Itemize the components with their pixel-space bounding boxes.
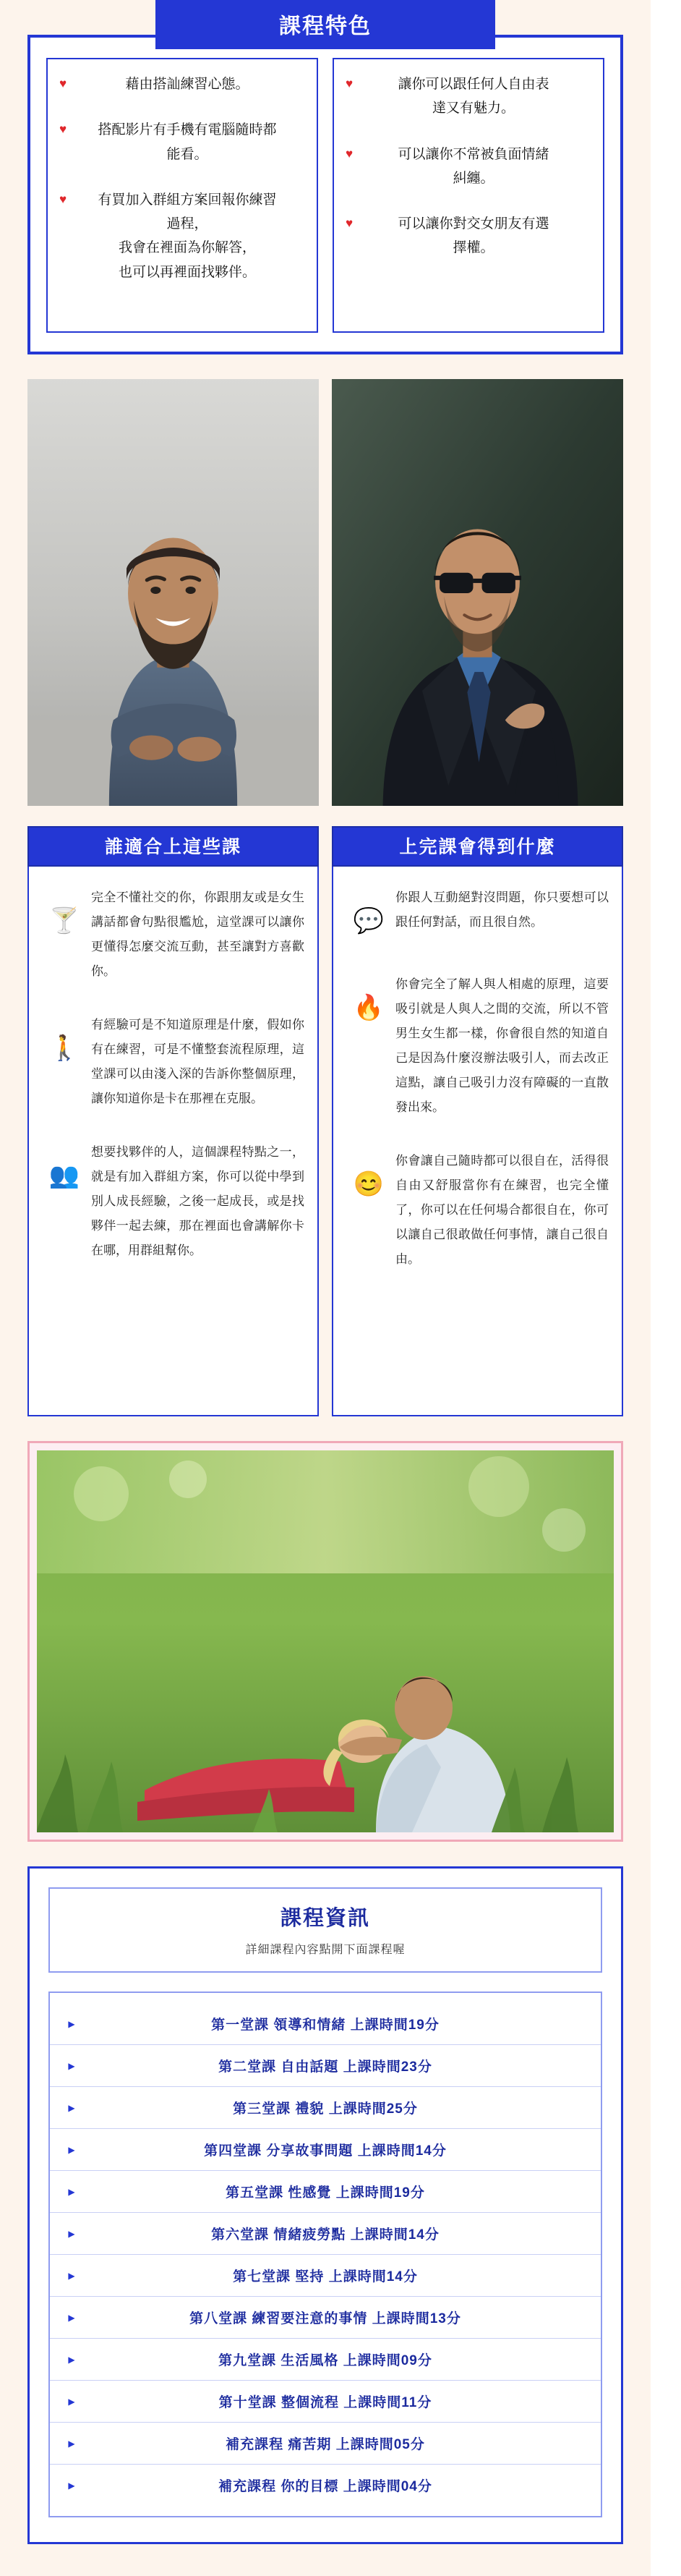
course-info-box — [27, 1866, 623, 2544]
list-item-text: 你跟人互動絕對沒問題，你只要想可以跟任何對話，而且很自然。 — [395, 890, 609, 929]
list-item — [346, 972, 609, 1120]
photo-couple-grass — [37, 1450, 614, 1832]
list-item[interactable] — [50, 2171, 601, 2213]
feature-text: 藉由搭訕練習心態。 — [125, 77, 249, 92]
photo-man-sunglasses-suit — [332, 379, 623, 806]
list-item[interactable] — [50, 2045, 601, 2087]
list-item[interactable] — [50, 2423, 601, 2465]
lesson-label: 補充課程 痛苦期 上課時間05分 — [226, 2437, 425, 2452]
walking-person-icon: 🚶 — [48, 1034, 80, 1062]
column-heading: 上完課會得到什麼 — [332, 826, 623, 867]
list-item — [42, 1013, 304, 1111]
feature-item — [59, 118, 305, 166]
feature-item — [59, 188, 305, 284]
features-column-right — [333, 58, 604, 333]
heart-icon: ♥ — [346, 77, 354, 90]
list-item[interactable] — [50, 2087, 601, 2129]
chevron-right-icon: ▶ — [68, 2144, 75, 2155]
chevron-right-icon: ▶ — [68, 2354, 75, 2365]
section-title-banner: 課程特色 — [155, 0, 495, 49]
list-item-text: 你會完全了解人與人相處的原理，這要吸引就是人與人之間的交流，所以不管男生女生都一樣，你會很自然的知道自己是因為什麼沒辦法吸引人，而去改正這點，讓自己吸引力沒有障礙的一直散發出來。 — [395, 977, 609, 1114]
lesson-label: 第一堂課 領導和情緒 上課時間19分 — [211, 2018, 440, 2033]
heart-icon: ♥ — [59, 122, 67, 137]
list-item[interactable] — [50, 2339, 601, 2381]
group-people-icon: 👥 — [48, 1162, 80, 1189]
lesson-label: 第七堂課 堅持 上課時間14分 — [233, 2269, 418, 2284]
chevron-right-icon: ▶ — [68, 2018, 75, 2029]
course-info-header — [48, 1887, 602, 1973]
flame-icon: 🔥 — [353, 994, 385, 1021]
chevron-right-icon: ▶ — [68, 2396, 75, 2407]
lesson-label: 第三堂課 禮貌 上課時間25分 — [233, 2101, 418, 2117]
lesson-label: 第六堂課 情緒疲勞點 上課時間14分 — [211, 2227, 440, 2243]
chevron-right-icon: ▶ — [68, 2270, 75, 2281]
column-body — [27, 867, 319, 1416]
chevron-right-icon: ▶ — [68, 2228, 75, 2239]
list-item[interactable] — [50, 2003, 601, 2045]
list-item-text: 完全不懂社交的你，你跟朋友或是女生講話都會句點很尷尬，這堂課可以讓你更懂得怎麼交流互動，甚至讓對方喜歡你。 — [91, 890, 304, 978]
list-item[interactable] — [50, 2213, 601, 2255]
features-box — [27, 35, 623, 354]
column-suitable-for — [27, 826, 319, 1416]
list-item[interactable] — [50, 2129, 601, 2171]
feature-item — [346, 143, 591, 191]
lesson-label: 第五堂課 性感覺 上課時間19分 — [226, 2185, 425, 2201]
chevron-right-icon: ▶ — [68, 2102, 75, 2113]
feature-item — [346, 72, 591, 121]
two-column-section — [27, 826, 623, 1416]
lesson-label: 補充課程 你的目標 上課時間04分 — [218, 2479, 432, 2494]
feature-text: 搭配影片有手機有電腦隨時都 能看。 — [98, 122, 277, 162]
lesson-label: 第九堂課 生活風格 上課時間09分 — [218, 2353, 432, 2368]
feature-item — [59, 72, 305, 96]
smiley-icon: 😊 — [353, 1170, 385, 1198]
chevron-right-icon: ▶ — [68, 2060, 75, 2071]
list-item — [42, 1140, 304, 1263]
features-column-left — [46, 58, 318, 333]
list-item-text: 你會讓自己隨時都可以很自在，活得很自由又舒服當你有在練習，也完全懂了，你可以在任何場合都很自在，你可以讓自己很敢做任何事情，讓自己很自由。 — [395, 1154, 609, 1266]
list-item-text: 有經驗可是不知道原理是什麼，假如你有在練習，可是不懂整套流程原理，這堂課可以由淺入深的告訴你整個原理，讓你知道你是卡在那裡在克服。 — [91, 1018, 304, 1105]
feature-text: 讓你可以跟任何人自由表 達又有魅力。 — [398, 77, 549, 116]
list-item[interactable] — [50, 2381, 601, 2423]
list-item-text: 想要找夥伴的人，這個課程特點之一，就是有加入群組方案，你可以從中學到別人成長經驗，之後一起成長，或是找夥伴一起去練，那在裡面也會講解你卡在哪，用群組幫你。 — [91, 1145, 304, 1257]
heart-icon: ♥ — [346, 216, 354, 230]
feature-item — [346, 212, 591, 260]
chevron-right-icon: ▶ — [68, 2312, 75, 2323]
feature-text: 可以讓你對交女朋友有選 擇權。 — [398, 216, 549, 256]
list-item[interactable] — [50, 2255, 601, 2297]
cocktail-icon: 🍸 — [48, 907, 80, 935]
lesson-list — [48, 1991, 602, 2517]
list-item[interactable] — [50, 2465, 601, 2506]
column-heading: 誰適合上這些課 — [27, 826, 319, 867]
feature-text: 可以讓你不常被負面情緒 糾纏。 — [398, 146, 549, 186]
list-item — [346, 1149, 609, 1272]
heart-icon: ♥ — [59, 77, 67, 90]
course-info-title: 課程資訊 — [280, 1907, 370, 1930]
wide-photo-frame — [27, 1441, 623, 1842]
photo-row — [27, 379, 623, 806]
lesson-label: 第十堂課 整個流程 上課時間11分 — [218, 2395, 432, 2410]
photo-man-arms-crossed — [27, 379, 319, 806]
heart-icon: ♥ — [59, 192, 67, 206]
list-item — [42, 885, 304, 984]
column-body — [332, 867, 623, 1416]
lesson-label: 第二堂課 自由話題 上課時間23分 — [218, 2059, 432, 2075]
lesson-label: 第八堂課 練習要注意的事情 上課時間13分 — [189, 2311, 461, 2326]
right-gutter — [651, 0, 681, 2576]
chevron-right-icon: ▶ — [68, 2480, 75, 2491]
list-item — [346, 885, 609, 943]
list-item[interactable] — [50, 2297, 601, 2339]
chevron-right-icon: ▶ — [68, 2438, 75, 2449]
lesson-label: 第四堂課 分享故事問題 上課時間14分 — [204, 2143, 447, 2159]
chevron-right-icon: ▶ — [68, 2186, 75, 2197]
course-info-subtitle: 詳細課程內容點開下面課程喔 — [245, 1944, 406, 1956]
speech-bubble-icon: 💬 — [353, 907, 385, 935]
feature-text: 有買加入群組方案回報你練習 過程， 我會在裡面為你解答， 也可以再裡面找夥伴。 — [98, 192, 277, 280]
heart-icon: ♥ — [346, 146, 354, 161]
column-what-you-get — [332, 826, 623, 1416]
